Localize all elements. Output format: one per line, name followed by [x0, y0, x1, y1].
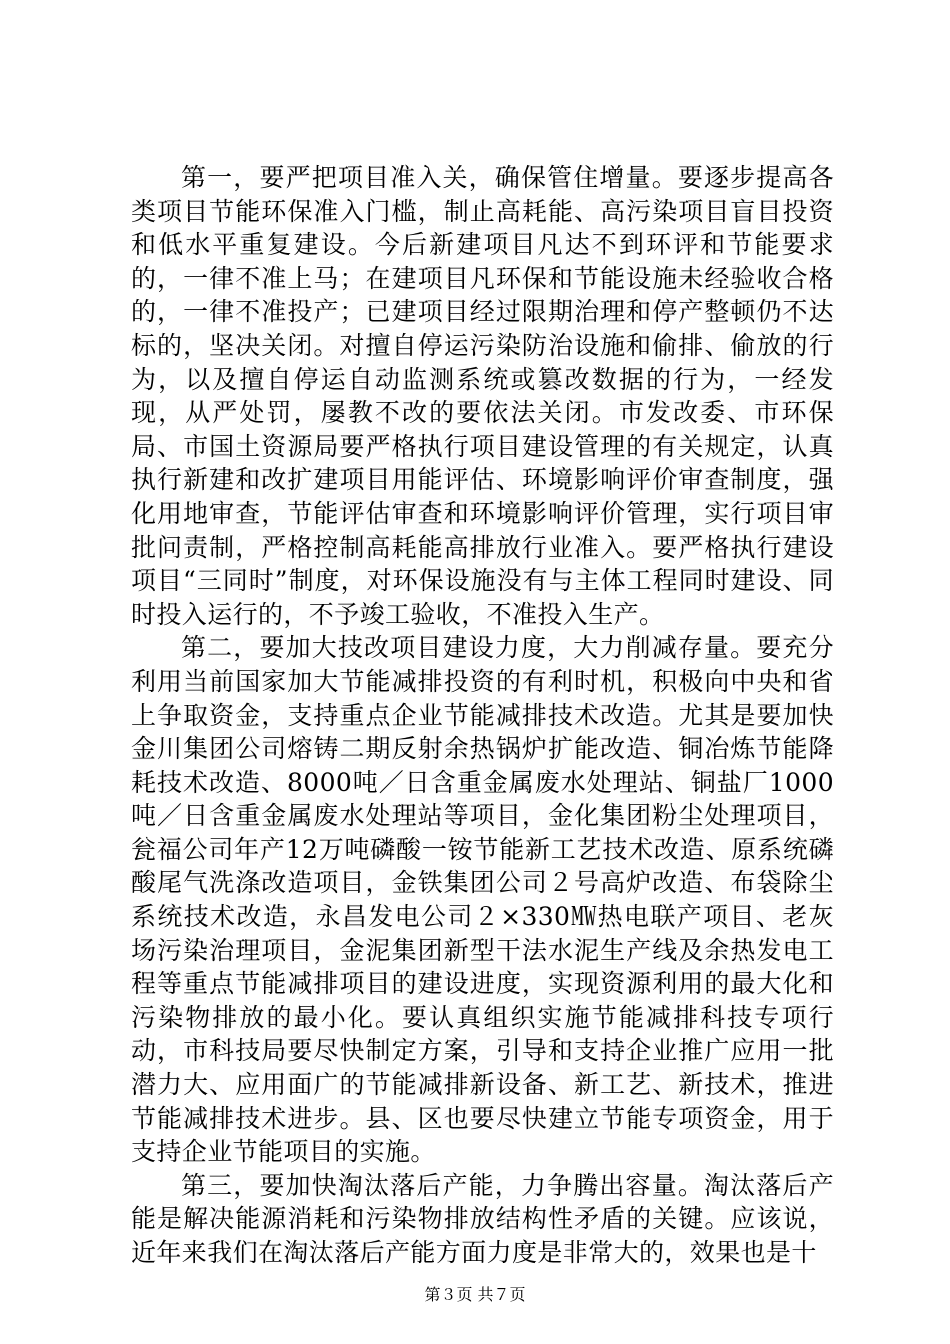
paragraph-3: 第三，要加快淘汰落后产能，力争腾出容量。淘汰落后产能是解决能源消耗和污染物排放结构性矛盾的关键。应该说，近年来我们在淘汰落后产能方面力度是非常大的，效果也是十 — [131, 1170, 834, 1267]
paragraph-1: 第一，要严把项目准入关，确保管住增量。要逐步提高各类项目节能环保准入门槛，制止高耗能、高污染项目盲目投资和低水平重复建设。今后新建项目凡达不到环评和节能要求的，一律不准上马；在建项目凡环保和节能设施未经验收合格的，一律不准投产；已建项目经过限期治理和停产整顿仍不达标的，坚决关闭。对擅自停运污染防治设施和偷排、偷放的行为，以及擅自停运自动监测系统或篡改数据的行为，一经发现，从严处罚，屡教不改的要依法关闭。市发改委、市环保局、市国土资源局要严格执行项目建设管理的有关规定，认真执行新建和改扩建项目用能评估、环境影响评价审查制度，强化用地审查，节能评估审查和环境影响评价管理，实行项目审批问责制，严格控制高耗能高排放行业准入。要严格执行建设项目“三同时”制度，对环保设施没有与主体工程同时建设、同时投入运行的，不予竣工验收，不准投入生产。 — [131, 163, 834, 629]
document-body — [131, 161, 834, 1270]
page-number-footer: 第３页 共７页 — [424, 1285, 526, 1304]
paragraph-2: 第二，要加大技改项目建设力度，大力削减存量。要充分利用当前国家加大节能减排投资的有利时机，积极向中央和省上争取资金，支持重点企业节能减排技术改造。尤其是要加快金川集团公司熔铸二期反射余热锅炉扩能改造、铜冶炼节能降耗技术改造、8000吨／日含重金属废水处理站、铜盐厂1000吨／日含重金属废水处理站等项目，金化集团粉尘处理项目，瓮福公司年产12万吨磷酸一铵节能新工艺技术改造、原系统磷酸尾气洗涤改造项目，金铁集团公司２号高炉改造、布袋除尘系统技术改造，永昌发电公司２×330㎿热电联产项目、老灰场污染治理项目，金泥集团新型干法水泥生产线及余热发电工程等重点节能减排项目的建设进度，实现资源利用的最大化和污染物排放的最小化。要认真组织实施节能减排科技专项行动，市科技局要尽快制定方案，引导和支持企业推广应用一批潜力大、应用面广的节能减排新设备、新工艺、新技术，推进节能减排技术进步。县、区也要尽快建立节能专项资金，用于支持企业节能项目的实施。 — [131, 633, 834, 1167]
